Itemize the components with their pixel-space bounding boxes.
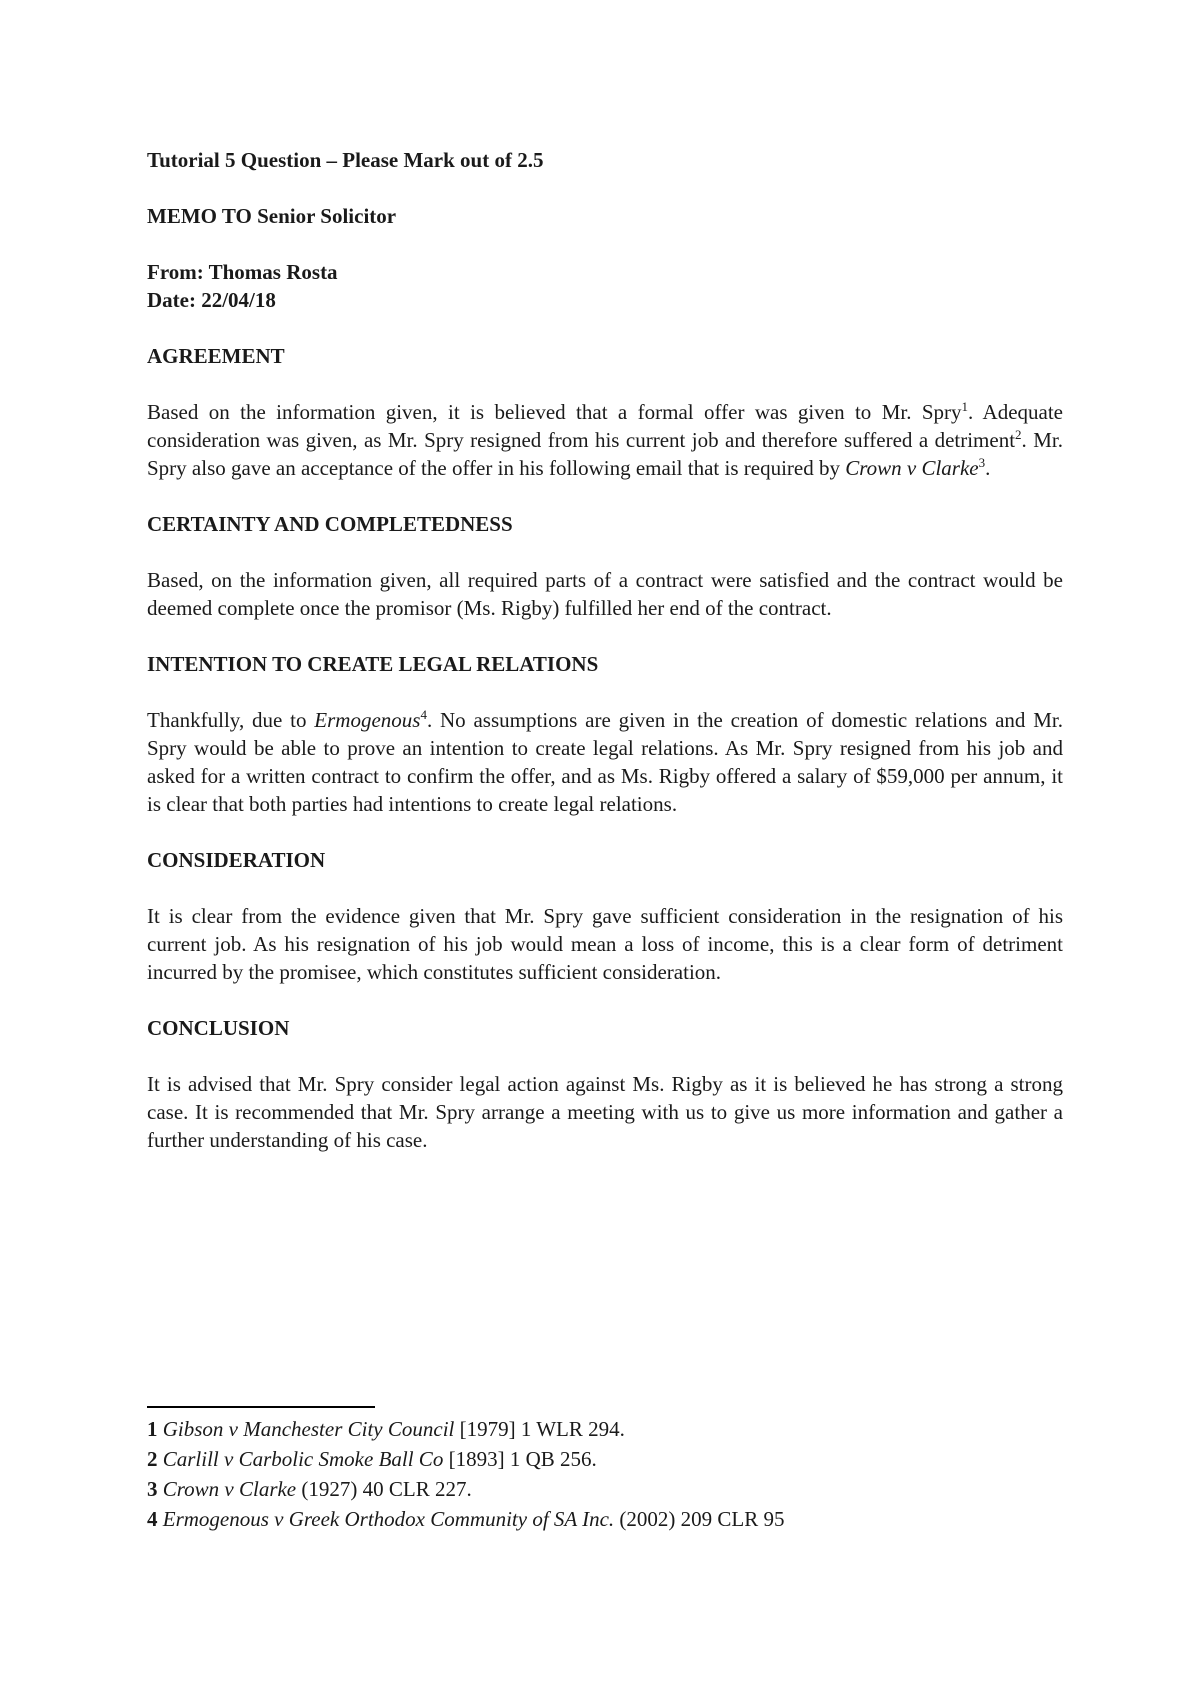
footnote-ref-3: 3	[978, 455, 986, 470]
consideration-paragraph: It is clear from the evidence given that Mr. Spry gave sufficient consideration in the resignation of his current job. As his resignation of his job would mean a loss of income, this is a clear form of detriment incurred by the promisee, which constitutes sufficient consideration.	[147, 904, 1063, 984]
certainty-heading: CERTAINTY AND COMPLETEDNESS	[147, 512, 513, 536]
footnote-number: 4	[147, 1507, 158, 1531]
conclusion-heading: CONCLUSION	[147, 1016, 290, 1040]
tutorial-title: Tutorial 5 Question – Please Mark out of 2.5	[147, 148, 544, 172]
footnote-citation: (2002) 209 CLR 95	[614, 1507, 785, 1531]
intention-case-name: Ermogenous	[314, 708, 421, 732]
footnote-3	[147, 1474, 1063, 1504]
agreement-heading: AGREEMENT	[147, 344, 285, 368]
certainty-paragraph: Based, on the information given, all required parts of a contract were satisfied and the contract would be deemed complete once the promisor (Ms. Rigby) fulfilled her end of the contract.	[147, 568, 1063, 620]
footnote-case: Crown v Clarke	[162, 1477, 297, 1501]
footnote-ref-1: 1	[961, 399, 969, 414]
intention-heading: INTENTION TO CREATE LEGAL RELATIONS	[147, 652, 599, 676]
footnote-citation: [1979] 1 WLR 294.	[454, 1417, 625, 1441]
footnote-case: Gibson v Manchester City Council	[162, 1417, 455, 1441]
footnote-separator	[147, 1406, 375, 1408]
consideration-heading: CONSIDERATION	[147, 848, 326, 872]
intention-text-1: Thankfully, due to	[147, 708, 315, 732]
footnote-number: 1	[147, 1417, 158, 1441]
footnote-2	[147, 1444, 1063, 1474]
agreement-text-1: Based on the information given, it is believed that a formal offer was given to Mr. Spry	[147, 400, 962, 424]
agreement-text-4: .	[985, 456, 991, 480]
footnote-ref-4: 4	[420, 707, 427, 722]
footnote-1	[147, 1414, 1063, 1444]
memo-date: Date: 22/04/18	[147, 288, 276, 312]
agreement-text-3: . Mr. Spry also gave an acceptance of the offer in his following email that is required by	[147, 428, 1063, 480]
footnote-ref-2: 2	[1015, 427, 1022, 442]
footnote-citation: [1893] 1 QB 256.	[443, 1447, 597, 1471]
footnote-case: Ermogenous v Greek Orthodox Community of SA Inc.	[162, 1507, 615, 1531]
agreement-paragraph	[147, 398, 1063, 482]
agreement-text-2: . Adequate consideration was given, as Mr. Spry resigned from his current job and therefore suffered a detriment	[147, 400, 1063, 452]
memo-recipient: MEMO TO Senior Solicitor	[147, 204, 397, 228]
footnote-4	[147, 1504, 1063, 1534]
footnote-number: 3	[147, 1477, 158, 1501]
memo-body	[147, 146, 1063, 1154]
footnote-citation: (1927) 40 CLR 227.	[296, 1477, 472, 1501]
memo-from: From: Thomas Rosta	[147, 260, 338, 284]
footnotes	[147, 1414, 1063, 1534]
footnote-case: Carlill v Carbolic Smoke Ball Co	[162, 1447, 444, 1471]
conclusion-paragraph: It is advised that Mr. Spry consider legal action against Ms. Rigby as it is believed he has strong a strong case. It is recommended that Mr. Spry arrange a meeting with us to give us more information and gather a further understanding of his case.	[147, 1072, 1063, 1152]
footnote-number: 2	[147, 1447, 158, 1471]
intention-paragraph	[147, 706, 1063, 818]
intention-text-2: . No assumptions are given in the creation of domestic relations and Mr. Spry would be able to prove an intention to create legal relations. As Mr. Spry resigned from his job and asked for a written contract to confirm the offer, and as Ms. Rigby offered a salary of $59,000 per annum, it is clear that both parties had intentions to create legal relations.	[147, 708, 1063, 816]
agreement-case-name: Crown v Clarke	[845, 456, 979, 480]
